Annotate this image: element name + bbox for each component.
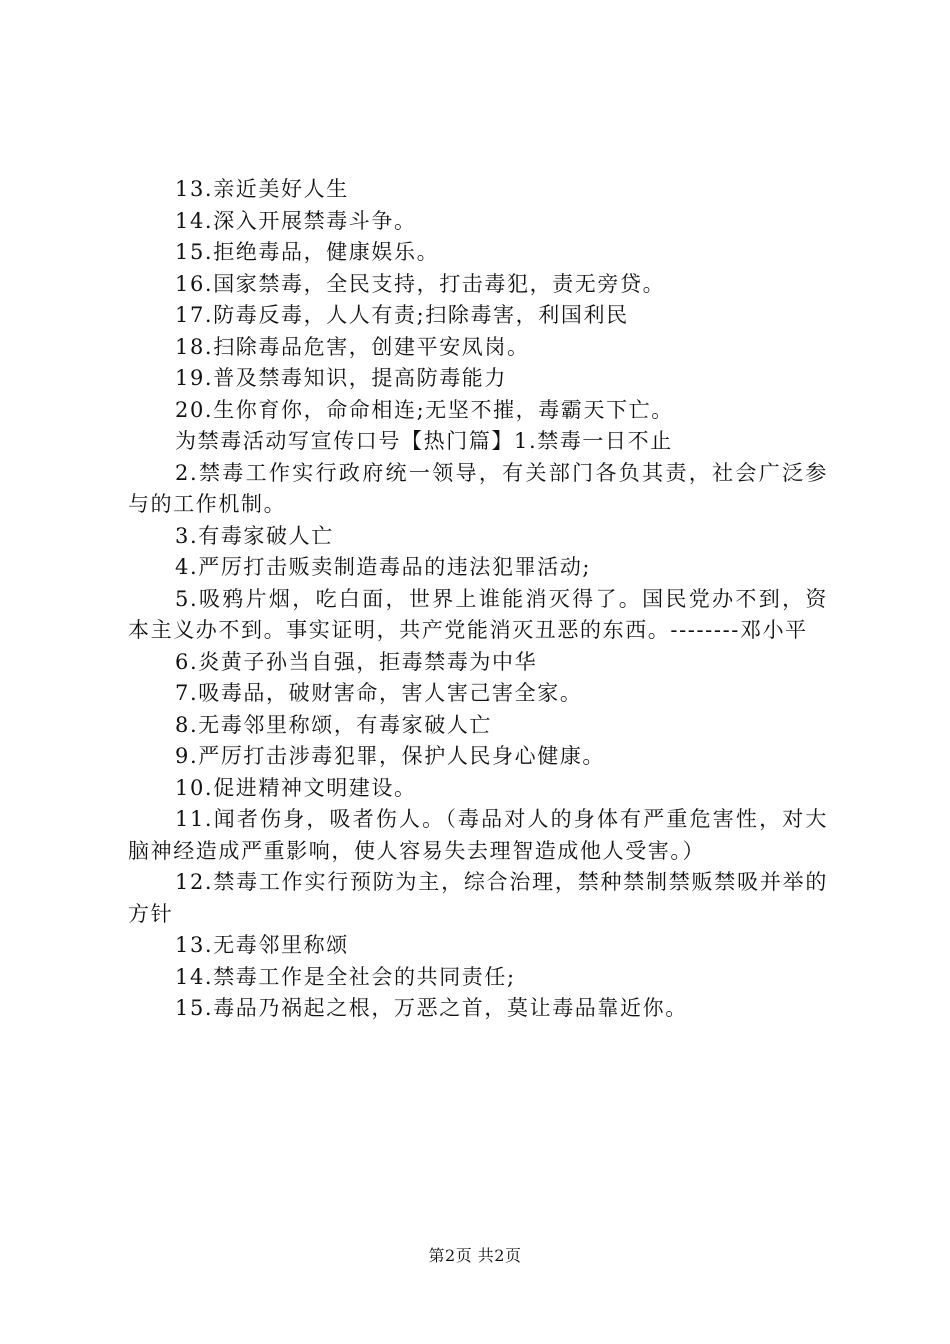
paragraph: 13.无毒邻里称颂 [175, 933, 349, 957]
paragraph: 15.毒品乃祸起之根，万恶之首，莫让毒品靠近你。 [175, 996, 688, 1020]
paragraph: 10.促进精神文明建设。 [175, 775, 417, 800]
paragraph: 8.无毒邻里称颂，有毒家破人亡 [175, 712, 493, 737]
paragraph: 20.生你育你，命命相连;无坚不摧，毒霸天下亡。 [175, 397, 674, 422]
document-body [128, 174, 828, 1025]
paragraph: 19.普及禁毒知识，提高防毒能力 [175, 366, 507, 390]
paragraph: 14.深入开展禁毒斗争。 [175, 208, 417, 233]
paragraph: 18.扫除毒品危害，创建平安凤岗。 [175, 334, 530, 359]
paragraph: 5.吸鸦片烟，吃白面，世界上谁能消灭得了。国民党办不到，资本主义办不到。事实证明，共产党能消灭丑恶的东西。--------邓小平 [128, 586, 828, 642]
paragraph: 2.禁毒工作实行政府统一领导，有关部门各负其责，社会广泛参与的工作机制。 [128, 460, 828, 516]
paragraph: 6.炎黄子孙当自强，拒毒禁毒为中华 [175, 649, 538, 674]
paragraph: 17.防毒反毒，人人有责;扫除毒害，利国利民 [175, 303, 629, 327]
paragraph: 14.禁毒工作是全社会的共同责任; [175, 964, 516, 989]
paragraph: 13.亲近美好人生 [175, 177, 349, 201]
paragraph: 3.有毒家破人亡 [175, 523, 334, 548]
page-number-footer: 第2页 共2页 [428, 1246, 522, 1265]
paragraph: 11.闻者伤身，吸者伤人。（毒品对人的身体有严重危害性，对大脑神经造成严重影响，使人容易失去理智造成他人受害。） [128, 807, 828, 863]
paragraph: 9.严厉打击涉毒犯罪，保护人民身心健康。 [175, 744, 606, 768]
paragraph: 16.国家禁毒，全民支持，打击毒犯，责无旁贷。 [175, 271, 666, 296]
paragraph: 4.严厉打击贩卖制造毒品的违法犯罪活动; [175, 555, 592, 579]
paragraph: 12.禁毒工作实行预防为主，综合治理，禁种禁制禁贩禁吸并举的方针 [128, 870, 828, 926]
paragraph: 7.吸毒品，破财害命，害人害己害全家。 [175, 681, 583, 705]
section-heading-paragraph: 为禁毒活动写宣传口号【热门篇】1.禁毒一日不止 [175, 429, 673, 453]
paragraph: 15.拒绝毒品，健康娱乐。 [175, 240, 440, 264]
